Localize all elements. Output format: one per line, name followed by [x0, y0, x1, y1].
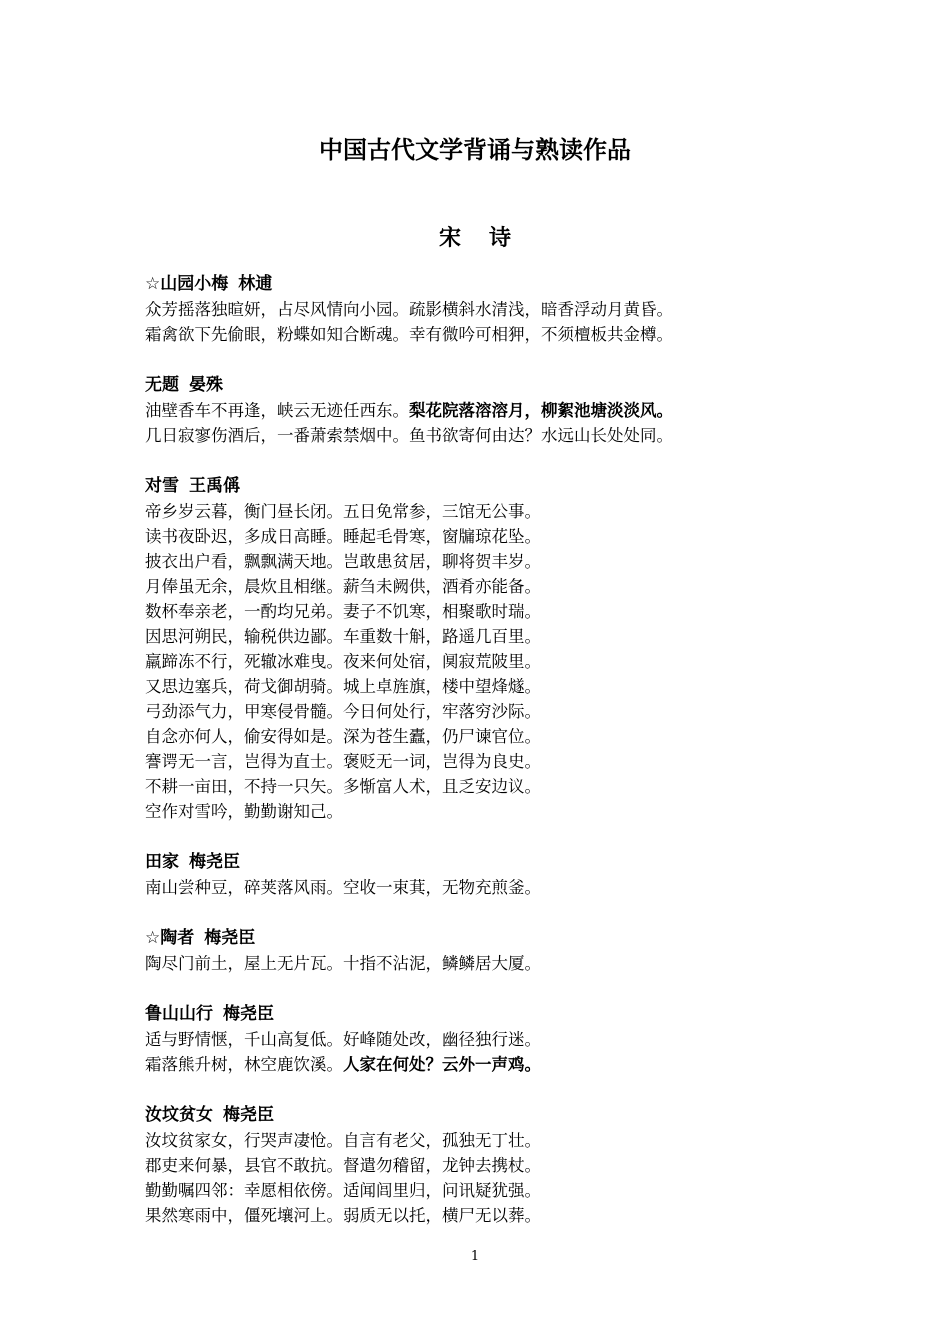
poem-line	[145, 699, 785, 724]
poem-line	[145, 951, 785, 976]
poem-line-text: 謇谔无一言，岂得为直士。褒贬无一词，岂得为良史。	[145, 752, 541, 771]
poem-line-text: 几日寂寥伤酒后，一番萧索禁烟中。鱼书欲寄何由达？水远山长处处同。	[145, 426, 673, 445]
poem-line-text: 适与野情惬，千山高复低。好峰随处改，幽径独行迷。	[145, 1030, 541, 1049]
poem-author: 晏殊	[189, 375, 223, 395]
poem-line	[145, 549, 785, 574]
poem-line	[145, 1052, 785, 1077]
poem-line	[145, 297, 785, 322]
poem-line-text: 数杯奉亲老，一酌均兄弟。妻子不饥寒，相聚歌时瑞。	[145, 602, 541, 621]
poem	[145, 1103, 785, 1228]
poem-line	[145, 1027, 785, 1052]
poem	[145, 1002, 785, 1077]
page-number: 1	[470, 1249, 480, 1264]
poem-line-text: 空作对雪吟，勤勤谢知己。	[145, 802, 343, 821]
poem-title: 汝坟贫女	[145, 1105, 213, 1125]
poem-line	[145, 1178, 785, 1203]
poem-line-text: 汝坟贫家女，行哭声凄怆。自言有老父，孤独无丁壮。	[145, 1131, 541, 1150]
poem-line	[145, 1128, 785, 1153]
poem-line-text: 勤勤嘱四邻：幸愿相依傍。适闻闾里归，问讯疑犹强。	[145, 1181, 541, 1200]
poem-title: ☆陶者	[145, 928, 195, 948]
poem-line-text: 羸蹄冻不行，死辙冰难曳。夜来何处宿，阒寂荒陂里。	[145, 652, 541, 671]
poem-line	[145, 1203, 785, 1228]
poem-line-text: 众芳摇落独暄妍，占尽风情向小园。疏影横斜水清浅，暗香浮动月黄昏。	[145, 300, 673, 319]
poem-line	[145, 574, 785, 599]
poem-line-text: 读书夜卧迟，多成日高睡。睡起毛骨寒，窗牖琼花坠。	[145, 527, 541, 546]
poem-line-text: 郡吏来何暴，县官不敢抗。督遣勿稽留，龙钟去携杖。	[145, 1156, 541, 1175]
poem-line-text: 又思边塞兵，荷戈御胡骑。城上卓旌旗，楼中望烽燧。	[145, 677, 541, 696]
poem-line	[145, 524, 785, 549]
poem-heading	[145, 1002, 785, 1027]
poem-line	[145, 624, 785, 649]
document-title: 中国古代文学背诵与熟读作品	[319, 136, 631, 164]
poem-line-text: 油壁香车不再逢，峡云无迹任西东。	[145, 401, 409, 420]
poem-author: 林逋	[238, 274, 273, 294]
poem-line	[145, 322, 785, 347]
poem-line	[145, 649, 785, 674]
poem-line	[145, 875, 785, 900]
poem-title: 无题	[145, 375, 179, 395]
poem-line-text: 霜禽欲下先偷眼，粉蝶如知合断魂。幸有微吟可相狎，不须檀板共金樽。	[145, 325, 673, 344]
poem	[145, 373, 785, 448]
poem-line-text: 因思河朔民，输税供边鄙。车重数十斛，路遥几百里。	[145, 627, 541, 646]
poem	[145, 272, 785, 347]
poem-line-text: 果然寒雨中，僵死壤河上。弱质无以托，横尸无以葬。	[145, 1206, 541, 1225]
poem-line	[145, 1153, 785, 1178]
poem-line	[145, 423, 785, 448]
poem-line-text: 霜落熊升树，林空鹿饮溪。	[145, 1055, 343, 1074]
poem-line	[145, 674, 785, 699]
poem-heading	[145, 850, 785, 875]
section-title: 宋诗	[438, 226, 539, 251]
poem-line-text: 陶尽门前土，屋上无片瓦。十指不沾泥，鳞鳞居大厦。	[145, 954, 541, 973]
poem-line	[145, 499, 785, 524]
poem-line-text: 自念亦何人，偷安得如是。深为苍生蠹，仍尸谏官位。	[145, 727, 541, 746]
poem-title: 田家	[145, 852, 179, 872]
poem-title: 对雪	[145, 476, 179, 496]
poem-author: 梅尧臣	[223, 1105, 274, 1125]
poem-line-highlight: 人家在何处？云外一声鸡。	[343, 1055, 541, 1074]
poem	[145, 926, 785, 976]
poem	[145, 474, 785, 824]
poem-heading	[145, 474, 785, 499]
poem-line	[145, 599, 785, 624]
poem-line	[145, 749, 785, 774]
poem-line-highlight: 梨花院落溶溶月，柳絮池塘淡淡风。	[409, 401, 673, 420]
poem-list	[145, 272, 785, 1254]
poem-line	[145, 774, 785, 799]
poem-line	[145, 724, 785, 749]
poem	[145, 850, 785, 900]
poem-author: 梅尧臣	[189, 852, 240, 872]
poem-title: ☆山园小梅	[145, 274, 229, 294]
poem-heading	[145, 1103, 785, 1128]
poem-heading	[145, 272, 785, 297]
poem-line-text: 披衣出户看，飘飘满天地。岂敢患贫居，聊将贺丰岁。	[145, 552, 541, 571]
poem-author: 梅尧臣	[204, 928, 256, 948]
poem-line-text: 弓劲添气力，甲寒侵骨髓。今日何处行，牢落穷沙际。	[145, 702, 541, 721]
poem-line	[145, 799, 785, 824]
poem-heading	[145, 926, 785, 951]
poem-author: 王禹偁	[189, 476, 240, 496]
poem-title: 鲁山山行	[145, 1004, 213, 1024]
poem-heading	[145, 373, 785, 398]
poem-line-text: 南山尝种豆，碎荚落风雨。空收一束萁，无物充煎釜。	[145, 878, 541, 897]
poem-line	[145, 398, 785, 423]
poem-line-text: 帝乡岁云暮，衡门昼长闭。五日免常参，三馆无公事。	[145, 502, 541, 521]
poem-line-text: 不耕一亩田，不持一只矢。多惭富人术，且乏安边议。	[145, 777, 541, 796]
poem-author: 梅尧臣	[223, 1004, 274, 1024]
poem-line-text: 月俸虽无余，晨炊且相继。薪刍未阙供，酒肴亦能备。	[145, 577, 541, 596]
